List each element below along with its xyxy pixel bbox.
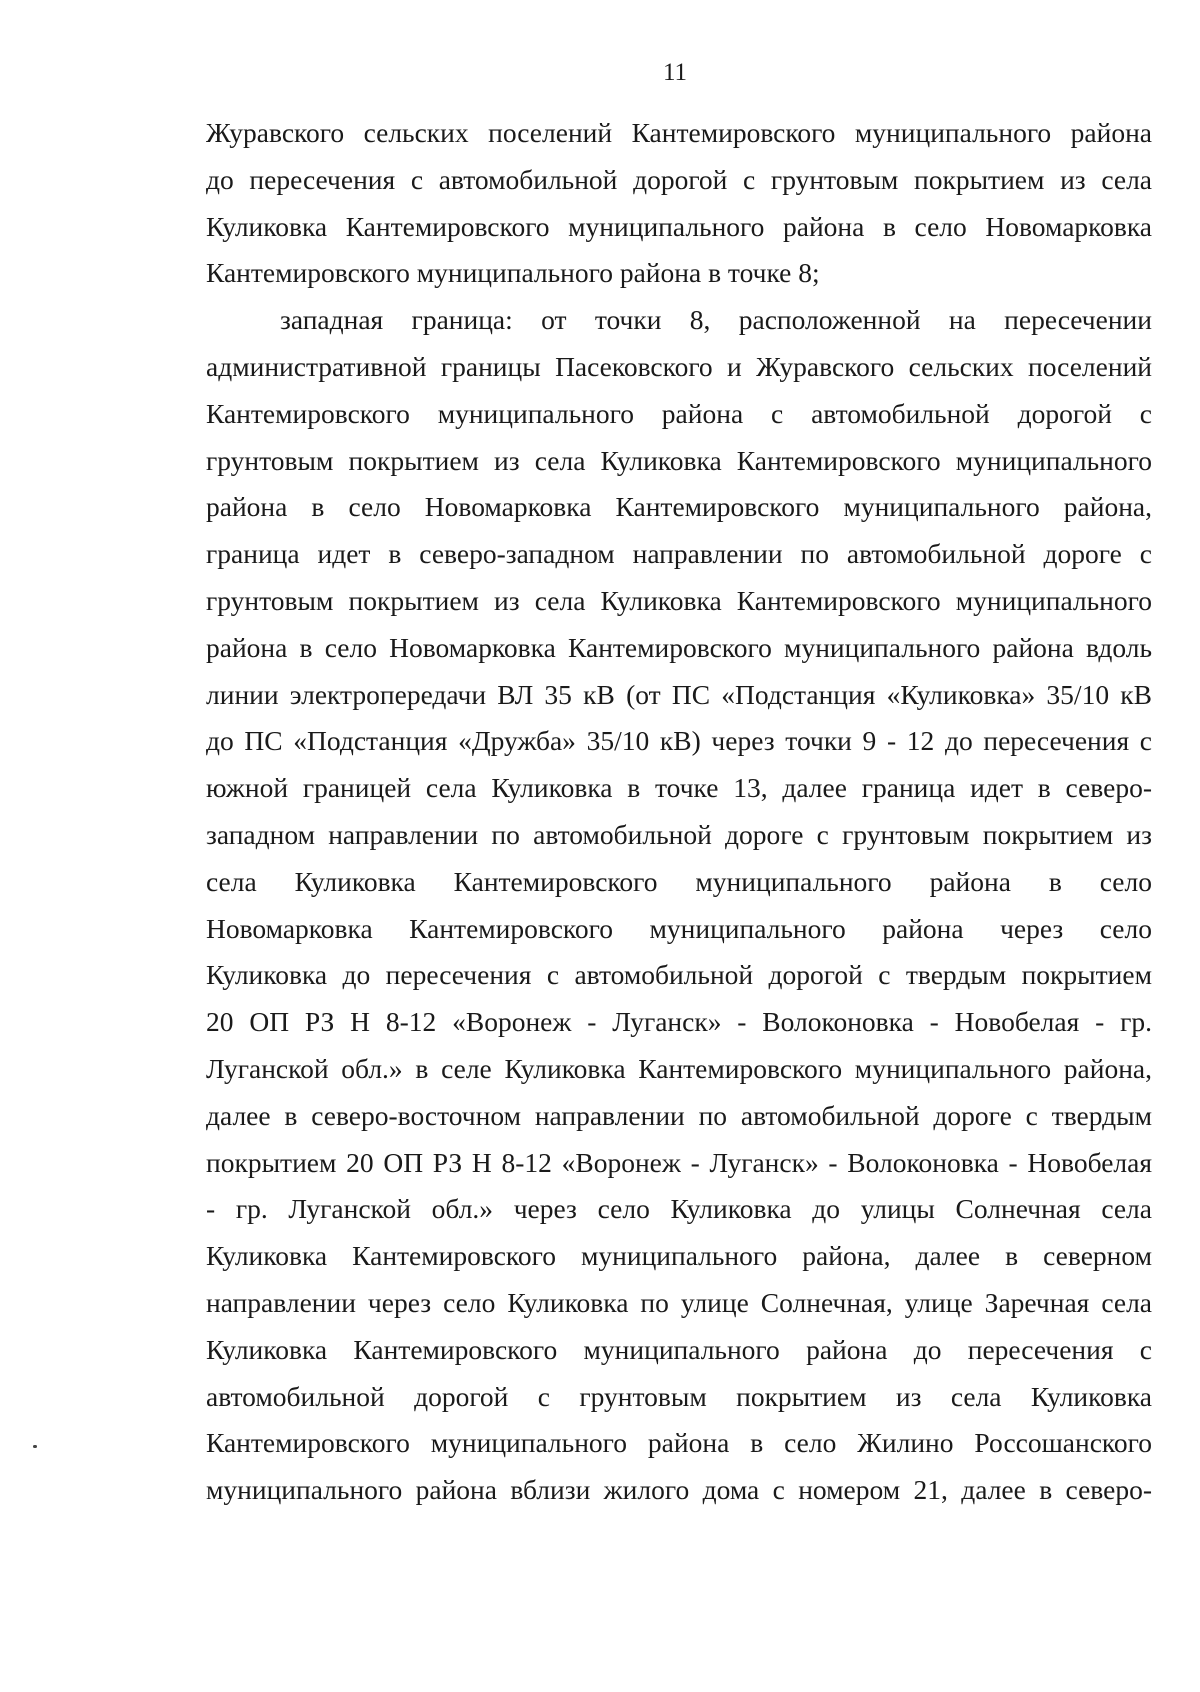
body-text: [206, 110, 1152, 1514]
text-line: Куликовка Кантемировского муниципального района до пересечения с: [206, 1333, 1152, 1365]
scan-speck: [33, 1445, 37, 1448]
text-line: Новомарковка Кантемировского муниципального района через село: [206, 912, 1152, 944]
text-line: линии электропередачи ВЛ 35 кВ (от ПС «Подстанция «Куликовка» 35/10 кВ: [206, 678, 1152, 710]
text-line: административной границы Пасековского и Журавского сельских поселений: [206, 350, 1152, 382]
text-line: муниципального района вблизи жилого дома с номером 21, далее в северо-: [206, 1474, 1152, 1506]
text-line: до пересечения с автомобильной дорогой с грунтовым покрытием из села: [206, 163, 1152, 195]
text-line: грунтовым покрытием из села Куликовка Кантемировского муниципального: [206, 584, 1152, 616]
paragraph-first-line: западная граница: от точки 8, расположенной на пересечении: [280, 304, 1152, 336]
text-line: автомобильной дорогой с грунтовым покрытием из села Куликовка: [206, 1380, 1152, 1412]
text-line: Куликовка Кантемировского муниципального района в село Новомарковка: [206, 210, 1152, 242]
text-line: - гр. Луганской обл.» через село Куликовка до улицы Солнечная села: [206, 1193, 1152, 1225]
text-line: 20 ОП РЗ Н 8-12 «Воронеж - Луганск» - Волоконовка - Новобелая - гр.: [206, 1006, 1152, 1038]
text-line: Кантемировского муниципального района в село Жилино Россошанского: [206, 1427, 1152, 1459]
text-line: Куликовка до пересечения с автомобильной дорогой с твердым покрытием: [206, 959, 1152, 991]
text-line: южной границей села Куликовка в точке 13, далее граница идет в северо-: [206, 772, 1152, 804]
text-line: района в село Новомарковка Кантемировского муниципального района,: [206, 491, 1152, 523]
text-line: покрытием 20 ОП РЗ Н 8-12 «Воронеж - Луганск» - Волоконовка - Новобелая: [206, 1146, 1152, 1178]
text-line: села Куликовка Кантемировского муниципального района в село: [206, 865, 1152, 897]
text-line: грунтовым покрытием из села Куликовка Кантемировского муниципального: [206, 444, 1152, 476]
text-line: Луганской обл.» в селе Куликовка Кантемировского муниципального района,: [206, 1052, 1152, 1084]
text-line: далее в северо-восточном направлении по автомобильной дороге с твердым: [206, 1099, 1152, 1131]
text-line: района в село Новомарковка Кантемировского муниципального района вдоль: [206, 631, 1152, 663]
text-line: до ПС «Подстанция «Дружба» 35/10 кВ) через точки 9 - 12 до пересечения с: [206, 725, 1152, 757]
text-line: Журавского сельских поселений Кантемировского муниципального района: [206, 117, 1152, 148]
text-line: направлении через село Куликовка по улице Солнечная, улице Заречная села: [206, 1286, 1152, 1318]
page-number: 11: [662, 59, 688, 86]
text-line: западном направлении по автомобильной дороге с грунтовым покрытием из: [206, 818, 1152, 850]
text-line: граница идет в северо-западном направлении по автомобильной дороге с: [206, 538, 1152, 570]
text-line: Куликовка Кантемировского муниципального района, далее в северном: [206, 1240, 1152, 1272]
text-line: Кантемировского муниципального района в точке 8;: [206, 257, 820, 289]
text-line: Кантемировского муниципального района с автомобильной дорогой с: [206, 397, 1152, 429]
